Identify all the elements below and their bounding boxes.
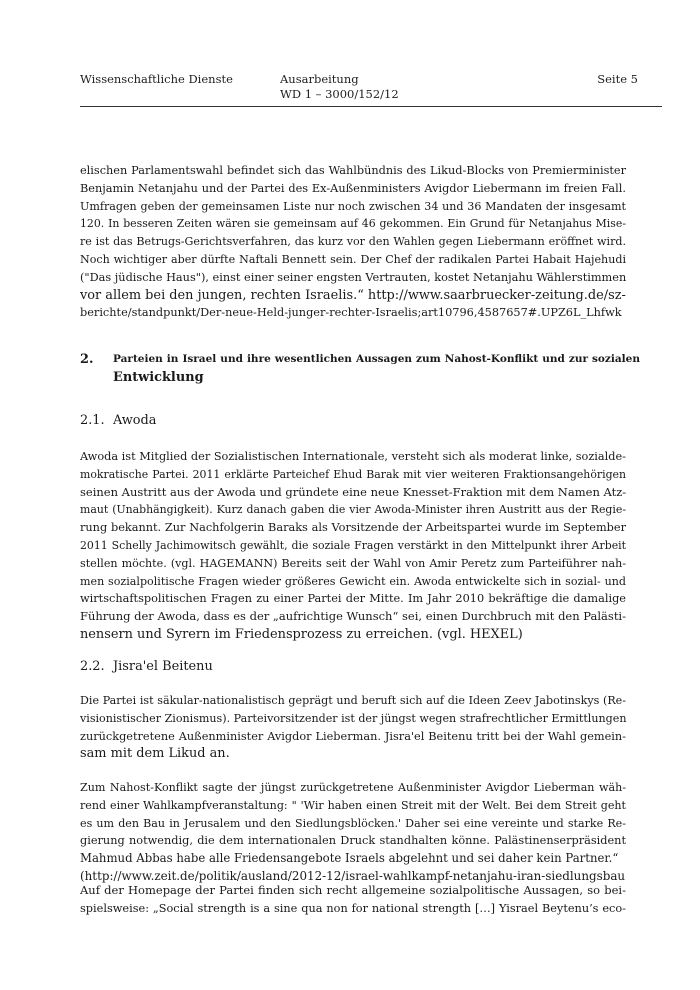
paragraph-line: Zum Nahost-Konflikt sagte der jüngst zurückgetretene Außenminister Avigdor Lieberman wäh-: [80, 781, 626, 794]
paragraph-line: men sozialpolitische Fragen wieder größeres Gewicht ein. Awoda entwickelte sich in sozial- und: [80, 574, 626, 588]
header-doc-type: Ausarbeitung: [280, 72, 359, 86]
header-document-info: [280, 72, 399, 102]
paragraph-line: Umfragen geben der gemeinsamen Liste nur noch zwischen 34 und 36 Mandaten der insgesamt: [80, 199, 626, 213]
paragraph-line: Mahmud Abbas habe alle Friedensangebote Israels abgelehnt und sei daher kein Partner.“: [80, 851, 619, 866]
awoda-paragraph: [80, 448, 626, 644]
paragraph-line: maut (Unabhängigkeit). Kurz danach gaben die vier Awoda-Minister ihren Austritt aus der Regie-: [80, 503, 626, 517]
jisrael-paragraph-3: [80, 882, 626, 918]
subsection-title: Awoda: [113, 413, 157, 428]
paragraph-line: re ist das Betrugs-Gerichtsverfahren, das kurz vor den Wahlen gegen Liebermann eröffnet wird.: [80, 235, 626, 249]
header-rule: [80, 106, 662, 107]
paragraph-line: gierung notwendig, die dem internationalen Druck standhalten könne. Palästinenserpräsident: [80, 834, 626, 848]
paragraph-line: Awoda ist Mitglied der Sozialistischen Internationale, versteht sich als moderat linke, sozialde-: [80, 450, 626, 463]
paragraph-line: ("Das jüdische Haus"), einst einer seiner engsten Vertrauten, kostet Netanjahu Wählerstimmen: [80, 270, 627, 284]
paragraph-line: spielsweise: „Social strength is a sine qua non for national strength […] Yisrael Beytenu’s eco-: [80, 901, 626, 915]
paragraph-line: 120. In besseren Zeiten wären sie gemeinsam auf 46 gekommen. Ein Grund für Netanjahus Mise-: [80, 217, 626, 231]
subsection-title: Jisra'el Beitenu: [113, 659, 213, 674]
header-doc-number: WD 1 – 3000/152/12: [280, 87, 399, 101]
paragraph-line: elischen Parlamentswahl befindet sich das Wahlbündnis des Likud-Blocks von Premierminister: [80, 164, 626, 177]
subsection-heading-jisrael-beitenu: [80, 658, 213, 676]
paragraph-line: rend einer Wahlkampfveranstaltung: " 'Wir haben einen Streit mit der Welt. Bei dem Streit geht: [80, 798, 626, 812]
paragraph-line: Benjamin Netanjahu und der Partei des Ex-Außenministers Avigdor Liebermann im freien Fall.: [80, 181, 626, 195]
paragraph-line: Noch wichtiger aber dürfte Naftali Bennett sein. Der Chef der radikalen Partei Habait Hajehudi: [80, 252, 626, 266]
paragraph-line: rung bekannt. Zur Nachfolgerin Baraks als Vorsitzende der Arbeitspartei wurde im September: [80, 521, 626, 535]
header-page-number: Seite 5: [597, 72, 638, 86]
paragraph-line: es um den Bau in Jerusalem und den Siedlungsblöcken.' Daher sei eine vereinte und starke Re-: [80, 816, 626, 830]
paragraph-line: wirtschaftspolitischen Fragen zu einer Partei der Mitte. Im Jahr 2010 bekräftige die damalige: [80, 592, 626, 606]
jisrael-paragraph-1: [80, 692, 626, 763]
paragraph-line: 2011 Schelly Jachimowitsch gewählt, die soziale Fragen verstärkt in den Mittelpunkt ihrer Arbeit: [80, 538, 626, 552]
intro-paragraph: [80, 162, 626, 322]
intro-source-link[interactable]: berichte/standpunkt/Der-neue-Held-junger-rechter-Israelis;art10796,4587657#.UPZ6L_Lhfwk: [80, 306, 622, 320]
zeit-source-link[interactable]: (http://www.zeit.de/politik/ausland/2012-12/israel-wahlkampf-netanjahu-iran-siedlungsbau: [80, 868, 626, 883]
paragraph-line: mokratische Partei. 2011 erklärte Parteichef Ehud Barak mit vier weiteren Fraktionsangehörigen: [80, 467, 626, 481]
subsection-heading-awoda: [80, 412, 156, 430]
paragraph-line: seinen Austritt aus der Awoda und gründete eine neue Knesset-Fraktion mit dem Namen Atz-: [80, 484, 627, 499]
paragraph-line: Auf der Homepage der Partei finden sich recht allgemeine sozialpolitische Aussagen, so bei-: [80, 883, 626, 897]
section-title-line: Entwicklung: [113, 369, 204, 385]
paragraph-line: Die Partei ist säkular-nationalistisch geprägt und beruft sich auf die Ideen Zeev Jabotinskys (Re-: [80, 694, 626, 707]
header-institution: Wissenschaftliche Dienste: [80, 72, 233, 86]
subsection-number: 2.1.: [80, 413, 105, 428]
section-number: 2.: [80, 352, 94, 367]
paragraph-line: visionistischer Zionismus). Parteivorsitzender ist der jüngst wegen strafrechtlicher Ermittlungen: [80, 711, 627, 725]
jisrael-paragraph-2: [80, 779, 626, 886]
paragraph-line: vor allem bei den jungen, rechten Israelis.“ http://www.saarbruecker-zeitung.de/sz-: [80, 287, 626, 303]
paragraph-line: sam mit dem Likud an.: [80, 746, 230, 762]
subsection-number: 2.2.: [80, 659, 105, 674]
paragraph-line: nensern und Syrern im Friedensprozess zu erreichen. (vgl. HEXEL): [80, 626, 523, 642]
paragraph-line: stellen möchte. (vgl. HAGEMANN) Bereits seit der Wahl von Amir Peretz zum Parteiführer nah-: [80, 556, 626, 570]
section-title-line: Parteien in Israel und ihre wesentlichen Aussagen zum Nahost-Konflikt und zur sozialen: [113, 353, 640, 365]
paragraph-line: zurückgetretene Außenminister Avigdor Lieberman. Jisra'el Beitenu tritt bei der Wahl gemein-: [80, 729, 626, 743]
paragraph-line: Führung der Awoda, dass es der „aufrichtige Wunsch“ sei, einen Durchbruch mit den Palästi-: [80, 609, 626, 624]
